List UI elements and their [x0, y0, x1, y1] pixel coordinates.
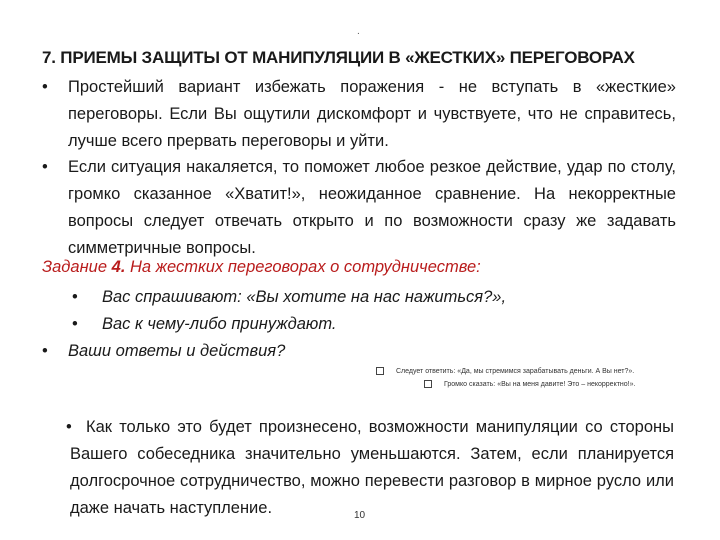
- bullet-marker: •: [66, 418, 72, 436]
- bullet-marker: •: [42, 342, 48, 360]
- answer-note-text: Громко сказать: «Вы на меня давите! Это – некорректно!».: [444, 380, 636, 388]
- bullet-item: [42, 74, 676, 155]
- top-dot: .: [357, 26, 360, 37]
- sub-item-text: Вас спрашивают: «Вы хотите на нас нажиться?»,: [102, 288, 507, 306]
- bullet-text: Если ситуация накаляется, то поможет любое резкое действие, удар по столу, громко сказанное «Хватит!», неожиданное сравнение. На некорректные вопросы следует отвечать открыто и по возможности сразу же задавать симметричные вопросы.: [68, 158, 676, 257]
- final-paragraph: [66, 414, 674, 522]
- task-text: На жестких переговорах о сотрудничестве:: [130, 258, 481, 276]
- answer-note-text: Следует ответить: «Да, мы стремимся зарабатывать деньги. А Вы нет?».: [396, 367, 635, 375]
- task-number: 4.: [111, 258, 126, 276]
- bullet-text: Простейший вариант избежать поражения - не вступать в «жесткие» переговоры. Если Вы ощутили дискомфорт и чувствуете, что не справитесь, лучше всего прервать переговоры и уйти.: [68, 78, 676, 150]
- answer-note: [424, 380, 635, 388]
- sub-item: [42, 342, 285, 361]
- sub-item-text: Ваши ответы и действия?: [68, 342, 286, 360]
- sub-item-text: Вас к чему-либо принуждают.: [102, 315, 337, 333]
- bullet-marker: •: [42, 158, 48, 176]
- checkbox-square-icon: [376, 367, 384, 375]
- bullet-item: [42, 154, 676, 262]
- task-heading: [42, 258, 682, 277]
- slide-title: 7. ПРИЕМЫ ЗАЩИТЫ ОТ МАНИПУЛЯЦИИ В «ЖЕСТКИХ» ПЕРЕГОВОРАХ: [42, 48, 635, 67]
- sub-item: [72, 315, 336, 334]
- sub-item: [72, 288, 506, 307]
- checkbox-square-icon: [424, 380, 432, 388]
- bullet-marker: •: [72, 288, 78, 306]
- bullet-marker: •: [72, 315, 78, 333]
- task-label: Задание: [42, 258, 108, 276]
- final-text: Как только это будет произнесено, возможности манипуляции со стороны Вашего собеседника значительно уменьшаются. Затем, если планируется долгосрочное сотрудничество, можно перевести разговор в мирное русло или даже начать наступление.: [70, 418, 674, 517]
- answer-note: [376, 367, 634, 375]
- bullet-marker: •: [42, 78, 48, 96]
- page-number: 10: [354, 510, 366, 521]
